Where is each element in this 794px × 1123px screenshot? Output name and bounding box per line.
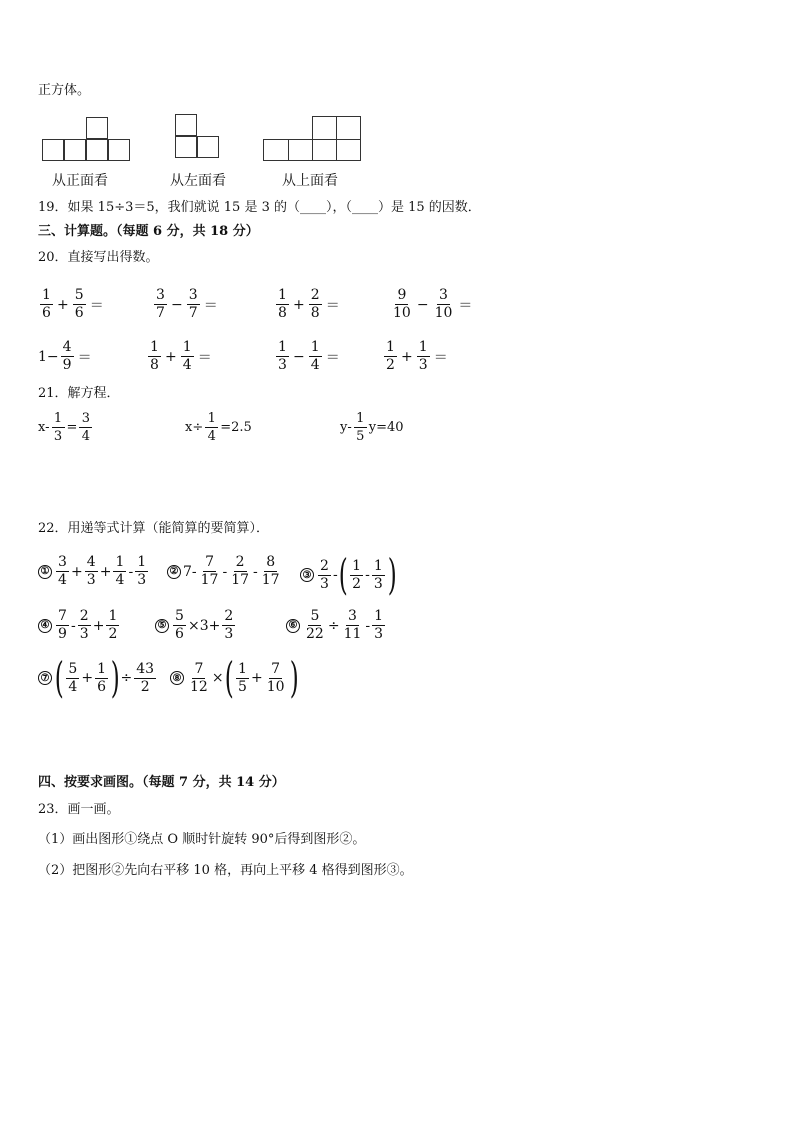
question-23: 23．画一画。 [38, 802, 120, 817]
q20-item-3: $\frac{1}{8}$ + $\frac{2}{8}$ ＝ [274, 288, 342, 321]
front-view-figure [42, 116, 134, 162]
q22-expr-2: ② 7- $\frac{7}{17}$ - $\frac{2}{17}$ - $\frac{8}{17}$ [167, 555, 284, 588]
q20-item-8: $\frac{1}{2}$ + $\frac{1}{3}$ ＝ [382, 340, 450, 373]
q22-expr-4: ④ $\frac{7}{9}$ - $\frac{2}{3}$ + $\frac{1}{2}$ [38, 609, 121, 642]
section-3-heading: 三、计算题。（每题 6 分，共 18 分） [38, 224, 259, 239]
q20-item-4: $\frac{9}{10}$ − $\frac{3}{10}$ ＝ [393, 287, 473, 321]
q22-expr-8: ⑧ $\frac{7}{12}$ × ( $\frac{1}{5}$ + $\frac{7}{10}$ ) [170, 658, 299, 698]
q22-expr-3: ③ $\frac{2}{3}$ - ( $\frac{1}{2}$ - $\frac{1}{3}$ ) [300, 555, 397, 595]
q22-expr-5: ⑤ $\frac{5}{6}$ ×3+ $\frac{2}{3}$ [155, 609, 237, 642]
circled-5: ⑤ [155, 619, 169, 633]
circled-6: ⑥ [286, 619, 300, 633]
q20-item-7: $\frac{1}{3}$ − $\frac{1}{4}$ ＝ [274, 340, 342, 373]
q21-equation-1: x- $\frac{1}{3}$ = $\frac{3}{4}$ [38, 411, 94, 444]
circled-1: ① [38, 565, 52, 579]
circled-4: ④ [38, 619, 52, 633]
question-22: 22．用递等式计算（能简算的要简算）． [38, 521, 270, 536]
top-view-figure [263, 116, 363, 162]
q20-item-2: $\frac{3}{7}$ − $\frac{3}{7}$ ＝ [152, 288, 220, 321]
circled-8: ⑧ [170, 671, 184, 685]
q20-item-6: $\frac{1}{8}$ + $\frac{1}{4}$ ＝ [146, 340, 214, 373]
q21-equation-2: x÷ $\frac{1}{4}$ =2.5 [185, 411, 252, 444]
question-20: 20．直接写出得数。 [38, 250, 159, 265]
q20-item-5: 1− $\frac{4}{9}$ ＝ [38, 339, 92, 373]
question-23-part-2: （2）把图形②先向右平移 10 格，再向上平移 4 格得到图形③。 [38, 863, 413, 878]
left-view-figure [175, 114, 225, 162]
circled-3: ③ [300, 568, 314, 582]
q22-expr-7: ⑦ ( $\frac{5}{4}$ + $\frac{1}{6}$ ) ÷ $\frac{43}{2}$ [38, 658, 158, 698]
q21-equation-3: y- $\frac{1}{5}$ y=40 [340, 411, 404, 444]
question-23-part-1: （1）画出图形①绕点 O 顺时针旋转 90°后得到图形②。 [38, 832, 366, 847]
circled-2: ② [167, 565, 181, 579]
question-19: 19．如果 15÷3＝5，我们就说 15 是 3 的（____），（____）是 15 的因数． [38, 200, 481, 215]
top-view-label: 从上面看 [282, 173, 338, 189]
q22-expr-1: ① $\frac{3}{4}$ + $\frac{4}{3}$ + $\frac{1}{4}$ - $\frac{1}{3}$ [38, 555, 150, 588]
q22-expr-6: ⑥ $\frac{5}{22}$ ÷ $\frac{3}{11}$ - $\frac{1}{3}$ [286, 609, 387, 642]
left-view-label: 从左面看 [170, 173, 226, 189]
front-view-label: 从正面看 [52, 173, 108, 189]
circled-7: ⑦ [38, 671, 52, 685]
section-4-heading: 四、按要求画图。（每题 7 分，共 14 分） [38, 775, 285, 790]
intro-text: 正方体。 [38, 83, 91, 98]
q20-item-1: $\frac{1}{6}$ + $\frac{5}{6}$ ＝ [38, 288, 106, 321]
question-21: 21．解方程． [38, 386, 120, 401]
